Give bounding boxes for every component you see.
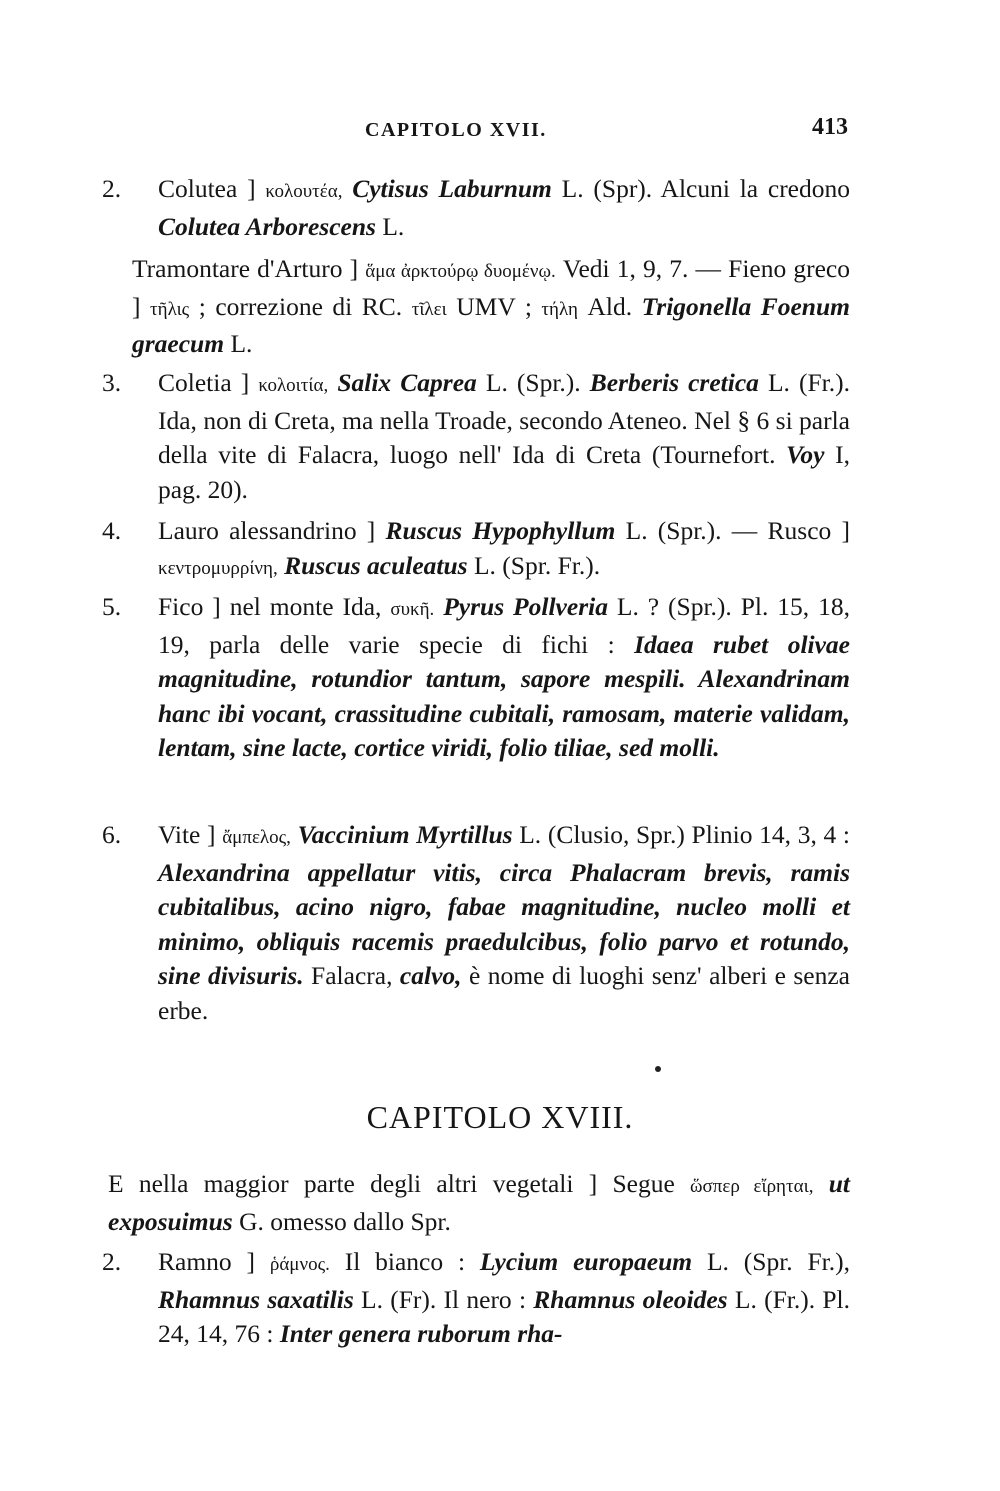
italic-run: Trigonella Foenum graecum	[132, 291, 850, 358]
note-4	[102, 514, 850, 586]
italic-run: Idaea rubet olivae magnitudine, rotundior tantum, sapore mespili. Alexandrinam hanc ibi vocant, crassitudine cubitali, ramosam, materie validam, lentam, sine lacte, cortice viridi, folio tiliae, sed molli.	[158, 629, 850, 762]
italic-run: Cytisus Laburnum	[342, 174, 552, 203]
greek-run: ἅμα ἀρκτούρῳ δυομένῳ.	[365, 261, 556, 282]
italic-run: Colutea Arborescens	[158, 211, 376, 241]
italic-run: Ruscus aculeatus	[277, 550, 468, 580]
text-run: Il bianco :	[329, 1247, 480, 1276]
text-run: è nome di luoghi senz' alberi e senza erbe.	[158, 961, 850, 1025]
note-3	[102, 366, 851, 507]
note-text	[158, 368, 850, 504]
note-6	[102, 818, 851, 1028]
greek-run: κολουτέα,	[265, 181, 343, 202]
ink-dot	[655, 1066, 661, 1072]
text-run: G. omesso dallo Spr.	[232, 1206, 451, 1236]
text-run: Coletia ]	[158, 368, 259, 397]
greek-run: ὥσπερ εἴρηται,	[690, 1176, 814, 1197]
italic-run: Alexandrina appellatur vitis, circa Phalacram brevis, ramis cubitalibus, acino nigro, fabae magnitudine, nucleo molli et minimo, obliquis racemis praedulcibus, folio parvo et rotundo, sine divisuris.	[158, 857, 850, 990]
note-number: 4.	[102, 516, 122, 545]
text-run: L. (Spr.).	[476, 368, 590, 397]
text-run: Vedi 1, 9, 7. — Fieno greco ]	[132, 254, 850, 321]
note-2	[102, 172, 851, 244]
note-text	[158, 516, 850, 580]
italic-run: Vaccinium Myrtillus	[290, 820, 513, 849]
note-text	[108, 1169, 850, 1236]
text-run: L.	[375, 211, 405, 241]
text-run: Lauro alessandrino ]	[158, 516, 386, 545]
greek-run: ῥάμνος.	[269, 1254, 330, 1275]
italic-run: Lycium europaeum	[479, 1247, 693, 1276]
text-run: L. (Fr.). Ida, non di Creta, ma nella Troade, secondo Ateneo. Nel § 6 si parla della vite di Falacra, luogo nell' Ida di Creta (Tournefort.	[158, 368, 851, 469]
text-run: UMV ;	[446, 291, 542, 321]
paragraph-text	[132, 254, 850, 358]
chapter-heading: CAPITOLO XVIII.	[366, 1099, 634, 1135]
text-run: Fico ] nel monte Ida,	[158, 592, 391, 621]
text-run: L. (Fr). Il nero :	[353, 1284, 534, 1314]
italic-run: Berberis cretica	[589, 368, 759, 397]
note-text	[158, 174, 850, 241]
greek-run: τῖλει	[411, 298, 447, 320]
text-run: E nella maggior parte degli altri vegetali ] Segue	[108, 1169, 691, 1198]
greek-run: τῆλις	[150, 298, 190, 320]
note-5	[102, 590, 850, 766]
text-run: L. (Spr. Fr.),	[692, 1247, 851, 1276]
greek-run: τήλη	[541, 298, 578, 320]
paragraph-tramontare	[132, 252, 850, 362]
note-text	[158, 820, 850, 1025]
italic-run: Pyrus Pollveria	[434, 592, 608, 621]
italic-run: calvo,	[399, 961, 462, 990]
italic-run: Rhamnus oleoides	[533, 1284, 728, 1314]
text-run: L. (Clusio, Spr.) Plinio 14, 3, 4 :	[512, 820, 851, 849]
italic-run: Voy	[786, 440, 825, 469]
chapter-running-title: CAPITOLO XVII.	[365, 119, 547, 141]
greek-run: κολοιτία,	[258, 375, 329, 396]
text-run: L. ? (Spr.). Pl. 15, 18, 19, parla delle varie specie di fichi :	[158, 592, 850, 659]
note-number: 5.	[102, 592, 122, 621]
page-number: 413	[812, 114, 848, 140]
text-run: Tramontare d'Arturo ]	[132, 254, 366, 283]
text-run: Colutea ]	[158, 174, 266, 203]
text-run: I, pag. 20).	[158, 440, 850, 504]
note-number: 2.	[102, 1247, 122, 1276]
chapter-18-note-intro	[108, 1167, 850, 1239]
note-text	[158, 1247, 850, 1348]
greek-run: κεντρομυρρίνη,	[158, 557, 278, 579]
greek-run: συκῆ.	[390, 599, 435, 620]
note-text	[158, 592, 850, 762]
note-number: 2.	[102, 174, 122, 203]
running-head	[0, 113, 1000, 147]
text-run: L.	[224, 329, 253, 358]
text-run: Vite ]	[158, 820, 223, 849]
text-run: Ramno ]	[158, 1247, 270, 1276]
text-run: ; correzione di RC.	[189, 291, 412, 321]
italic-run: ut exposuimus	[108, 1169, 850, 1236]
note-number: 6.	[102, 820, 122, 849]
greek-run: ἄμπελος,	[222, 827, 291, 848]
text-run: Falacra,	[303, 961, 400, 990]
text-run: L. (Fr.). Pl. 24, 14, 76 :	[158, 1284, 850, 1348]
italic-run: Rhamnus saxatilis	[158, 1284, 354, 1314]
text-run: L. (Spr. Fr.).	[467, 550, 601, 580]
note-number: 3.	[102, 368, 122, 397]
italic-run: Inter genera ruborum rha-	[279, 1319, 563, 1348]
text-run: Ald.	[577, 291, 642, 321]
italic-run: Ruscus Hypophyllum	[385, 516, 616, 545]
text-run: L. (Spr.). — Rusco ]	[615, 516, 850, 545]
italic-run: Salix Caprea	[328, 368, 477, 397]
text-run: L. (Spr). Alcuni la credono	[551, 174, 851, 203]
chapter-18-note-2	[102, 1245, 851, 1352]
